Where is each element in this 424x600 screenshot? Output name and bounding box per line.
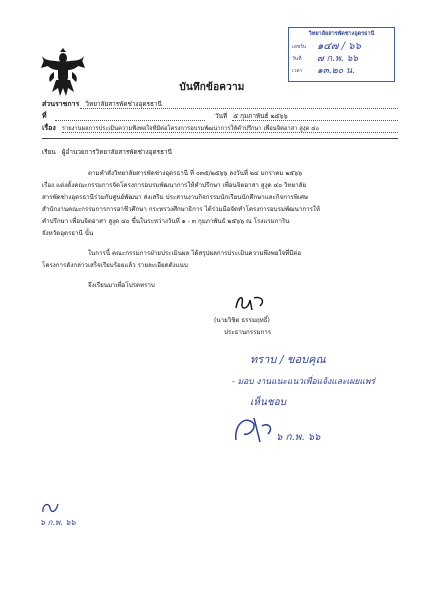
to-row — [42, 147, 172, 157]
header-divider — [42, 138, 398, 139]
stamp-title: วิทยาลัยสารพัดช่างอุดรธานี — [308, 31, 375, 37]
ref-label: ที่ — [42, 112, 47, 120]
handwritten-note-approve: เห็นชอบ — [250, 397, 286, 408]
reception-stamp — [288, 27, 395, 82]
signer-signature — [230, 290, 270, 314]
stamp-no-label: เลขรับ — [292, 44, 307, 50]
body-line: โครงการดังกล่าวเสร็จเรียบร้อยแล้ว รายละเอียดดังแนบ — [42, 262, 188, 269]
stamp-time-label: เวลา — [292, 68, 303, 74]
handwritten-note-ack: ทราบ / ขอบคุณ — [250, 353, 326, 366]
to-label: เรียน — [42, 148, 56, 156]
handwritten-note-date: ๖ ก.พ. ๖๖ — [276, 432, 321, 443]
date-underline — [232, 120, 398, 121]
body-line: สารพัดช่างอุดรธานีร่วมกับศูนย์พัฒนา ส่งเสริม ประสานงานกิจกรรมนักเรียนนักศึกษาและกิจการพิเศษ — [42, 194, 308, 201]
memo-title: บันทึกข้อความ — [179, 82, 245, 93]
body-line: ในการนี้ คณะกรรมการฝ่ายประเมินผล ได้สรุปผลการประเมินความพึงพอใจที่มีต่อ — [88, 250, 302, 257]
agency-underline — [80, 108, 398, 109]
handwritten-note-assign: - มอบ งานแนะแนวเพื่อแจ้งและเผยแพร่ — [232, 377, 376, 387]
subject-value: รายงานผลการประเมินความพึงพอใจที่มีต่อโครงการอบรมพัฒนาการให้คำปรึกษา เพื่อนจิตอาสา สูงุด ๔๐ — [61, 126, 320, 132]
agency-label: ส่วนราชการ — [42, 100, 80, 108]
ref-row — [42, 111, 47, 122]
closing-text: จึงเรียนมาเพื่อโปรดทราบ — [88, 282, 155, 289]
date-label: วันที่ — [215, 112, 228, 120]
body-line: จังหวัดอุดรธานี นั้น — [42, 230, 94, 237]
signer-position: ประธานกรรมการ — [224, 329, 272, 336]
signer-name: (นายวิชิต ธรรมฤทธิ์) — [214, 317, 270, 324]
stamp-time-value: ๑๓.๒๐ น. — [317, 66, 356, 76]
body-line: ตามคำสั่งวิทยาลัยสารพัดช่างอุดรธานี ที่ ๐๓๕/๒๕๖๖ ลงวันที่ ๒๔ มกราคม ๒๕๖๖ — [88, 170, 303, 177]
corner-date: ๖ ก.พ. ๖๖ — [40, 518, 76, 527]
director-signature — [232, 412, 276, 446]
body-line: เรื่อง แต่งตั้งคณะกรรมการจัดโครงการอบรมพัฒนาการให้คำปรึกษา เพื่อนจิตอาสา สูงุด ๔๐ วิทยาลัย — [42, 182, 307, 189]
stamp-no-value: ๑๔๗ / ๖๖ — [317, 41, 361, 52]
stamp-date-label: วันที่ — [292, 56, 302, 62]
agency-value: วิทยาลัยสารพัดช่างอุดรธานี — [85, 100, 162, 108]
to-value: ผู้อำนวยการวิทยาลัยสารพัดช่างอุดรธานี — [61, 148, 172, 156]
ref-underline — [55, 120, 205, 121]
subject-underline — [62, 132, 398, 133]
date-value: ๕ กุมภาพันธ์ ๒๕๖๖ — [233, 112, 288, 120]
body-line: คำปรึกษา เพื่อนจิตอาสา สูงุด ๔๐ ขึ้นในระหว่างวันที่ ๑ - ๓ กุมภาพันธ์ ๒๕๖๖ ณ โรงแรมการิน — [42, 218, 290, 225]
stamp-date-value: ๗ ก.พ. ๖๖ — [317, 54, 359, 64]
corner-initial — [40, 500, 62, 516]
subject-label: เรื่อง — [42, 124, 56, 132]
body-line: สำนักงานคณะกรรมการการอาชีวศึกษา กระทรวงศึกษาธิการ ได้ร่วมมือจัดทำโครงการอบรมพัฒนาการให้ — [42, 206, 320, 213]
